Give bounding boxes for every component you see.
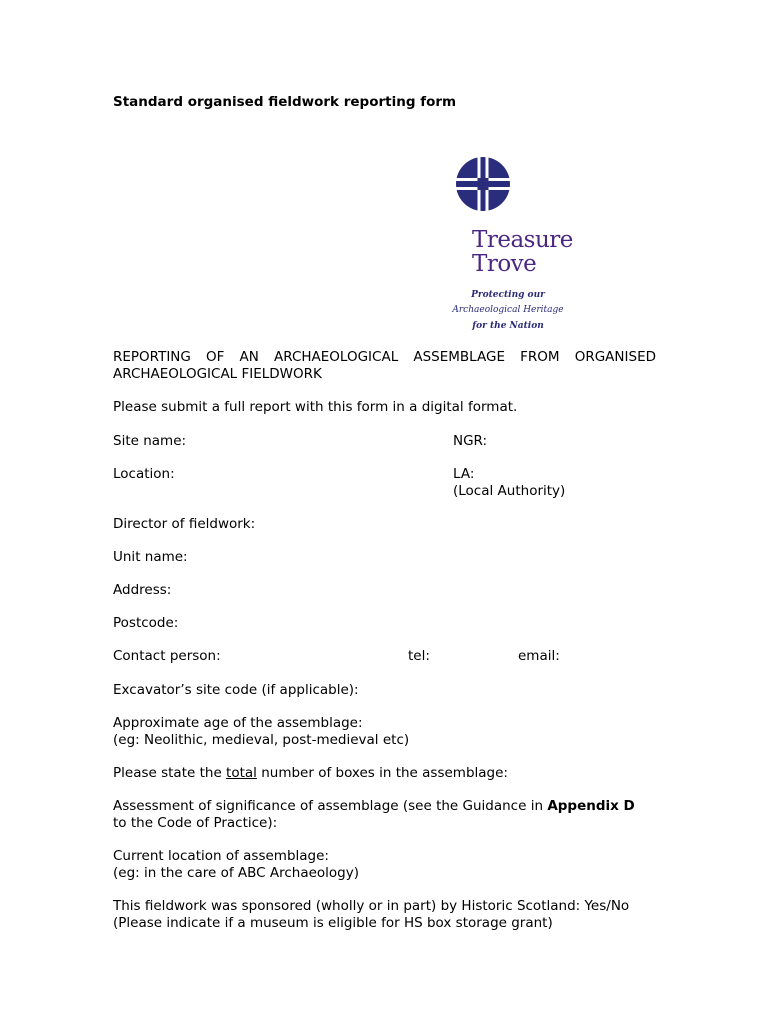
assessment-text: Assessment of significance of assemblage (see the Guidance in — [113, 798, 548, 814]
tagline-2: Archaeological Heritage — [452, 305, 564, 315]
age-label: Approximate age of the assemblage: — [113, 715, 363, 731]
current-location-note: (eg: in the care of ABC Archaeology) — [113, 865, 359, 881]
age-note: (eg: Neolithic, medieval, post-medieval etc) — [113, 732, 410, 748]
tagline-1: Protecting our — [471, 290, 545, 300]
boxes-text-underlined: total — [226, 765, 257, 781]
appendix-d-ref: Appendix D — [547, 798, 635, 814]
form-heading: REPORTING OF AN ARCHAEOLOGICAL ASSEMBLAGE FROM ORGANISED ARCHAEOLOGICAL FIELDWORK — [113, 349, 656, 382]
location-label: Location: — [113, 466, 175, 482]
assessment-label — [113, 798, 635, 815]
director-label: Director of fieldwork: — [113, 516, 256, 532]
site-code-label: Excavator’s site code (if applicable): — [113, 682, 359, 698]
la-note: (Local Authority) — [453, 483, 566, 499]
boxes-label — [113, 765, 508, 782]
current-location-label: Current location of assemblage: — [113, 848, 329, 864]
boxes-text-post: number of boxes in the assemblage: — [256, 765, 508, 781]
form-title: Standard organised fieldwork reporting form — [113, 94, 457, 110]
brand-line-2: Trove — [472, 251, 537, 277]
tagline-3: for the Nation — [472, 321, 544, 331]
tel-label: tel: — [408, 648, 430, 664]
instruction-text: Please submit a full report with this form in a digital format. — [113, 399, 518, 415]
site-name-label: Site name: — [113, 433, 187, 449]
sponsor-note: (Please indicate if a museum is eligible for HS box storage grant) — [113, 915, 553, 931]
la-label: LA: — [453, 466, 475, 482]
address-label: Address: — [113, 582, 172, 598]
email-label: email: — [518, 648, 560, 664]
unit-name-label: Unit name: — [113, 549, 188, 565]
treasure-trove-emblem-icon — [455, 156, 511, 212]
brand-line-1: Treasure — [472, 227, 573, 253]
sponsor-label: This fieldwork was sponsored (wholly or in part) by Historic Scotland: Yes/No — [113, 898, 630, 914]
treasure-trove-logo — [472, 228, 573, 276]
boxes-text-pre: Please state the — [113, 765, 227, 781]
postcode-label: Postcode: — [113, 615, 179, 631]
contact-person-label: Contact person: — [113, 648, 221, 664]
ngr-label: NGR: — [453, 433, 488, 449]
assessment-label-line2: to the Code of Practice): — [113, 815, 278, 831]
